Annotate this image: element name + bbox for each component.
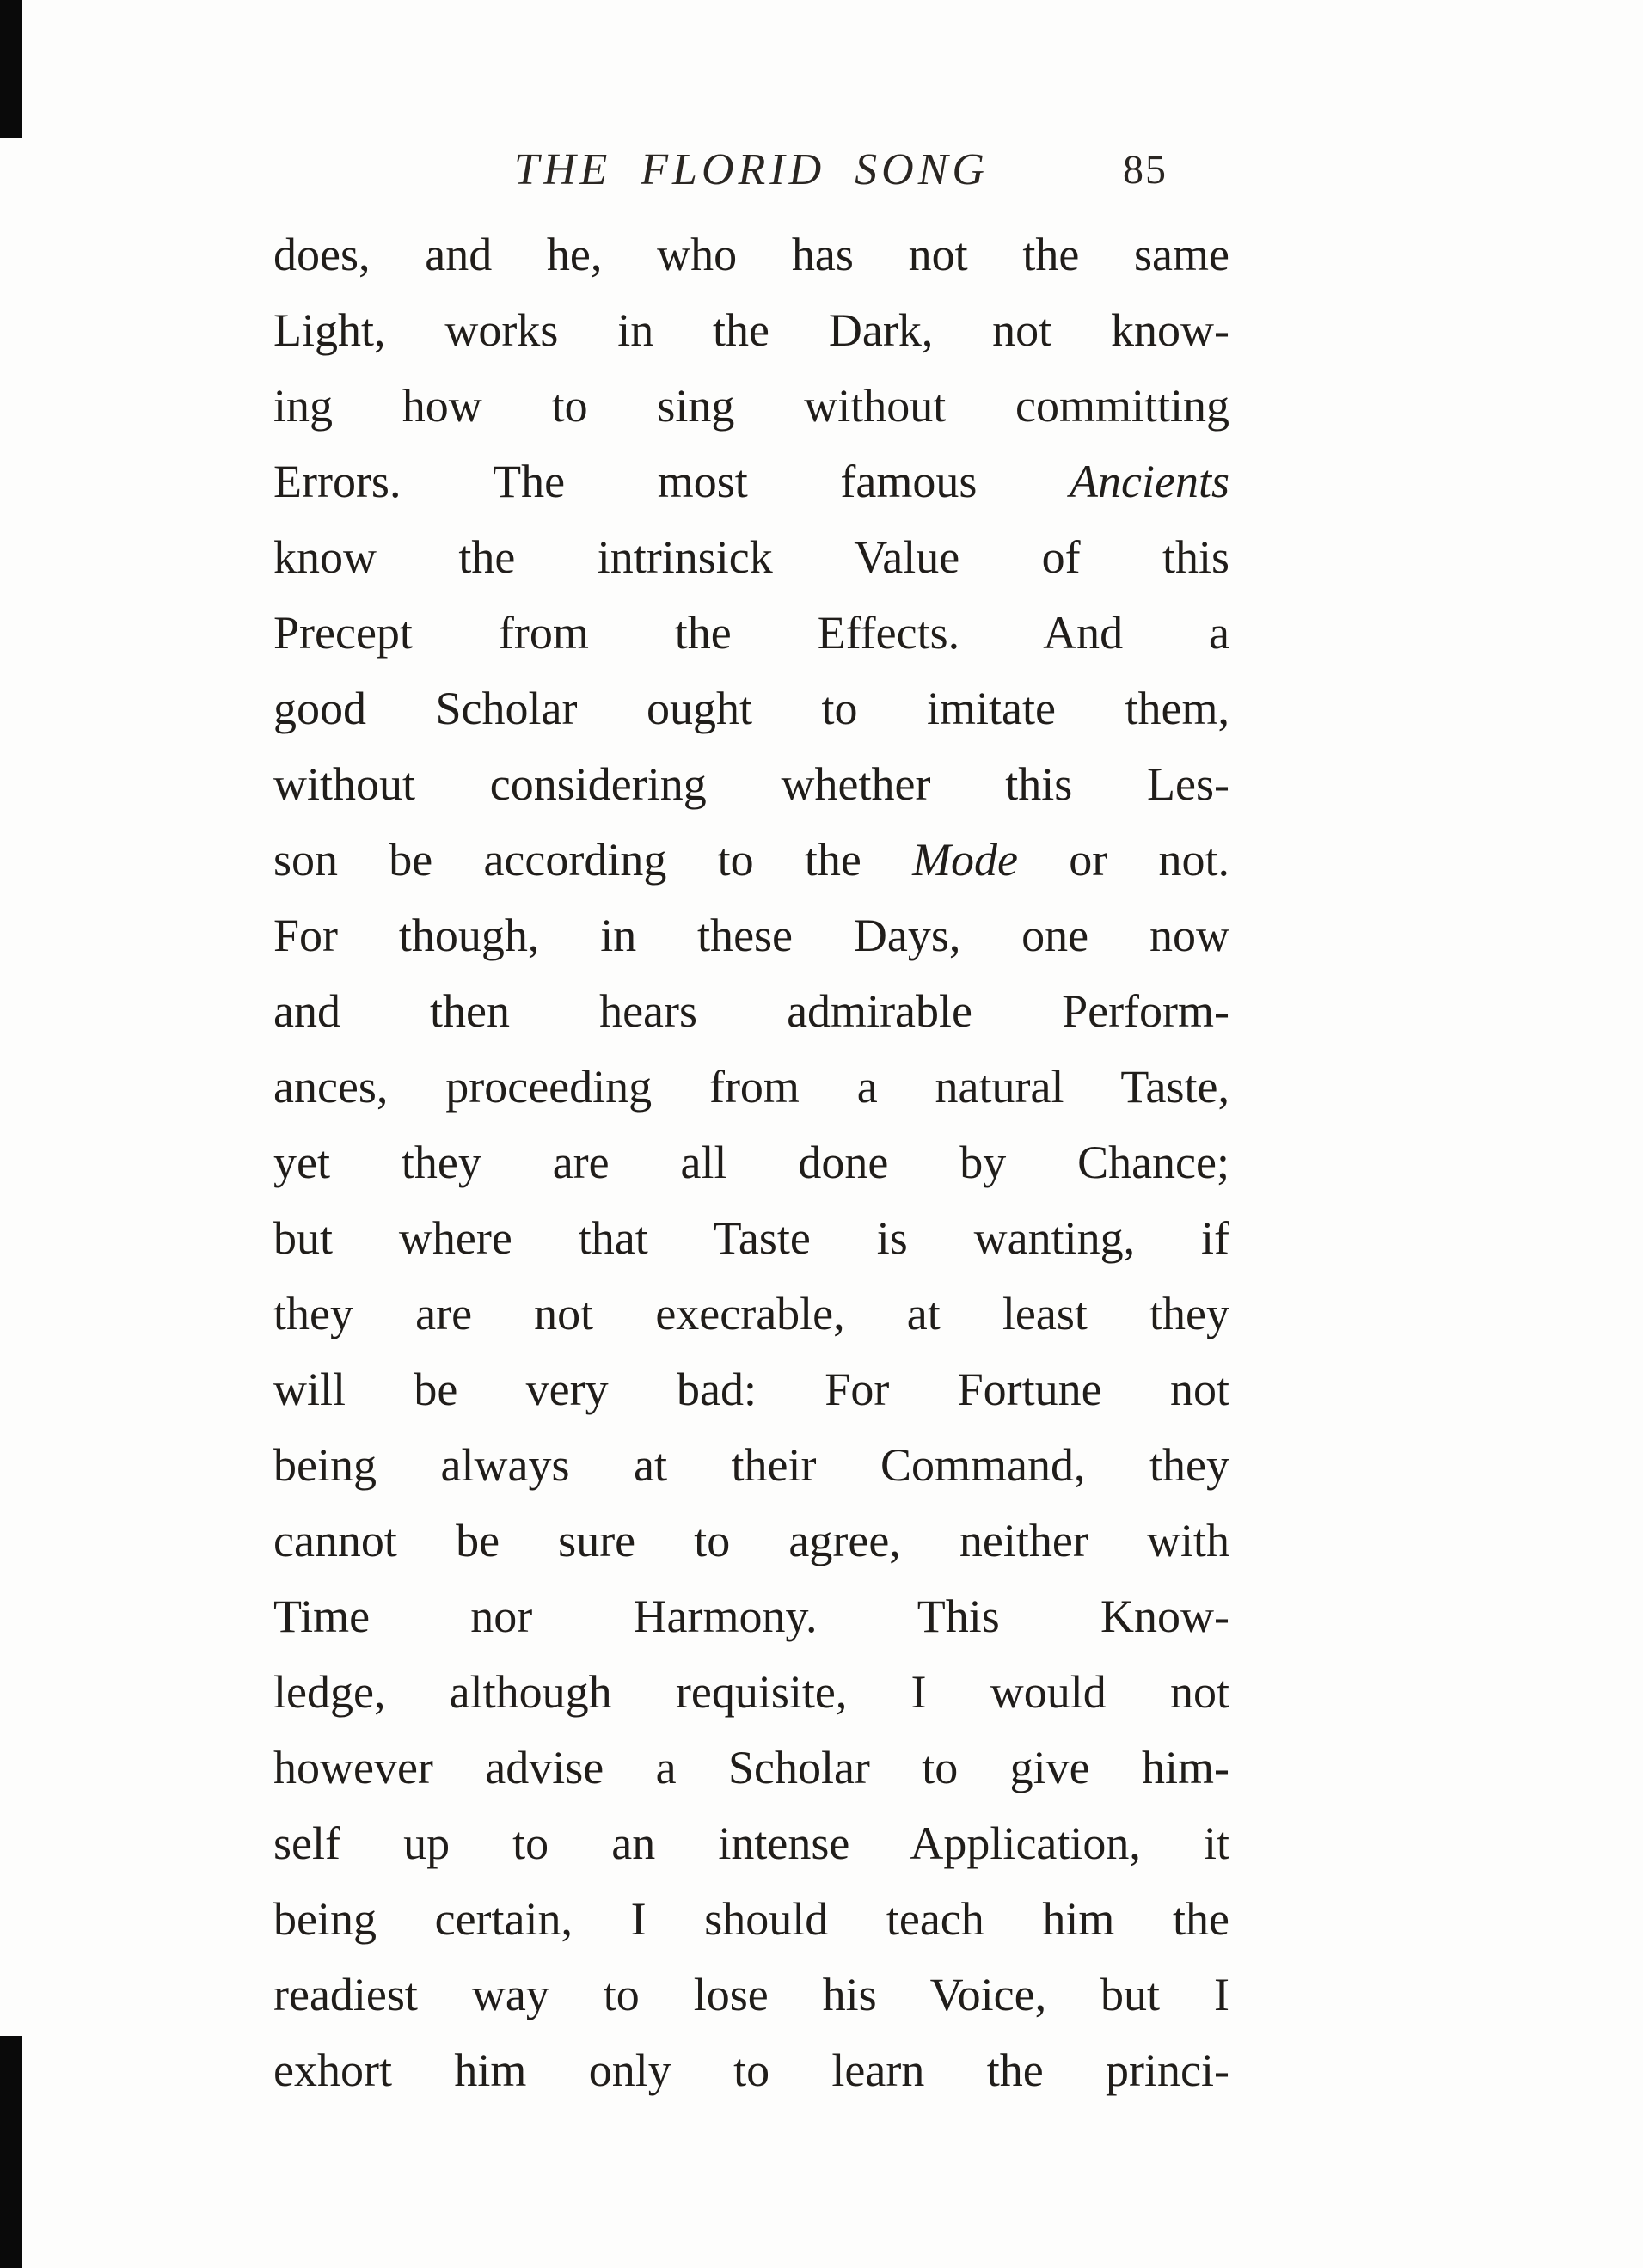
- text-line: will be very bad: For Fortune not: [273, 1364, 1229, 1415]
- page-title: THE FLORID SONG: [514, 145, 989, 194]
- text-line: ledge, although requisite, I would not: [273, 1666, 1229, 1718]
- body-text: [273, 217, 1229, 2108]
- text-line: readiest way to lose his Voice, but I: [273, 1969, 1229, 2020]
- text-line: without considering whether this Les-: [273, 758, 1229, 810]
- text-line: Errors. The most famous Ancients: [273, 456, 1229, 507]
- text-line: and then hears admirable Perform-: [273, 985, 1229, 1037]
- text-line: cannot be sure to agree, neither with: [273, 1515, 1229, 1566]
- text-line: ances, proceeding from a natural Taste,: [273, 1061, 1229, 1113]
- text-line: being certain, I should teach him the: [273, 1893, 1229, 1945]
- scan-artifact-top: [0, 0, 22, 138]
- text-line: know the intrinsick Value of this: [273, 531, 1229, 583]
- text-line: son be according to the Mode or not.: [273, 834, 1229, 886]
- text-line: Time nor Harmony. This Know-: [273, 1591, 1229, 1642]
- text-line: For though, in these Days, one now: [273, 910, 1229, 961]
- text-line: being always at their Command, they: [273, 1439, 1229, 1491]
- text-line: yet they are all done by Chance;: [273, 1137, 1229, 1188]
- text-line: Precept from the Effects. And a: [273, 607, 1229, 659]
- text-line: self up to an intense Application, it: [273, 1817, 1229, 1869]
- text-line: they are not execrable, at least they: [273, 1288, 1229, 1339]
- text-line: ing how to sing without committing: [273, 380, 1229, 432]
- text-line: does, and he, who has not the same: [273, 229, 1229, 280]
- scan-artifact-bottom: [0, 2036, 22, 2268]
- text-line: exhort him only to learn the princi-: [273, 2044, 1229, 2096]
- text-line: good Scholar ought to imitate them,: [273, 683, 1229, 734]
- text-line: but where that Taste is wanting, if: [273, 1212, 1229, 1264]
- text-line: Light, works in the Dark, not know-: [273, 304, 1229, 356]
- running-head: [273, 144, 1229, 205]
- text-line: however advise a Scholar to give him-: [273, 1742, 1229, 1793]
- page-number: 85: [1123, 147, 1168, 193]
